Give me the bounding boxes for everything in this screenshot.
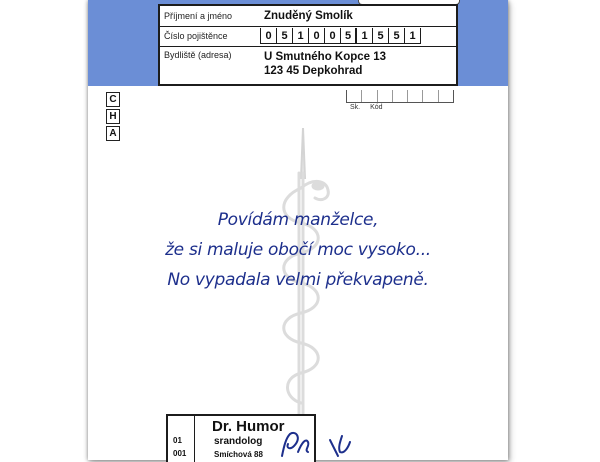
insurance-number <box>260 28 421 44</box>
stamp-code-1: 01 <box>173 436 182 445</box>
cha-letter: C <box>106 92 120 107</box>
code-cell <box>393 90 408 102</box>
insurance-digit: 5 <box>373 28 389 44</box>
doctor-title: srandolog <box>214 436 263 447</box>
insurance-digit: 0 <box>325 28 341 44</box>
code-cell <box>408 90 423 102</box>
insurance-digit: 5 <box>277 28 293 44</box>
sk-label: Sk. <box>350 104 361 111</box>
insurance-digit: 1 <box>405 28 421 44</box>
insurance-digit: 0 <box>261 28 277 44</box>
insurance-digit: 5 <box>341 28 357 44</box>
insurance-row <box>160 26 456 47</box>
code-cell <box>362 90 377 102</box>
code-box <box>346 90 454 103</box>
cha-letter: A <box>106 126 120 141</box>
insurance-digit: 5 <box>389 28 405 44</box>
patient-info-box <box>158 4 458 86</box>
code-labels <box>350 104 391 111</box>
insurance-digit: 0 <box>309 28 325 44</box>
name-value: Znuděný Smolík <box>264 10 353 22</box>
kod-label: Kód <box>370 104 383 111</box>
code-cell <box>439 90 453 102</box>
prescription-paper <box>88 0 508 460</box>
insurance-digit: 1 <box>293 28 309 44</box>
code-cell <box>347 90 362 102</box>
name-label: Příjmení a jméno <box>164 11 233 21</box>
cha-boxes <box>106 92 120 141</box>
joke-text <box>128 205 468 295</box>
code-cell <box>423 90 438 102</box>
cha-letter: H <box>106 109 120 124</box>
insurance-digit: 1 <box>357 28 373 44</box>
joke-line: No vypadala velmi překvapeně. <box>167 270 429 290</box>
address-line-1: U Smutného Kopce 13 <box>264 51 387 63</box>
address-label: Bydliště (adresa) <box>164 50 232 60</box>
insurance-label: Číslo pojištěnce <box>164 31 228 41</box>
doctor-name: Dr. Humor <box>212 418 285 435</box>
signature <box>278 428 368 458</box>
address-line-2: 123 45 Depkohrad <box>264 65 363 77</box>
stamp-code-column <box>168 416 195 462</box>
stamp-code-2: 001 <box>173 449 187 458</box>
name-row <box>160 6 456 27</box>
code-cell <box>378 90 393 102</box>
doctor-street: Smíchová 88 <box>214 450 263 459</box>
joke-line: že si maluje obočí moc vysoko... <box>165 240 431 260</box>
joke-line: Povídám manželce, <box>217 210 379 230</box>
